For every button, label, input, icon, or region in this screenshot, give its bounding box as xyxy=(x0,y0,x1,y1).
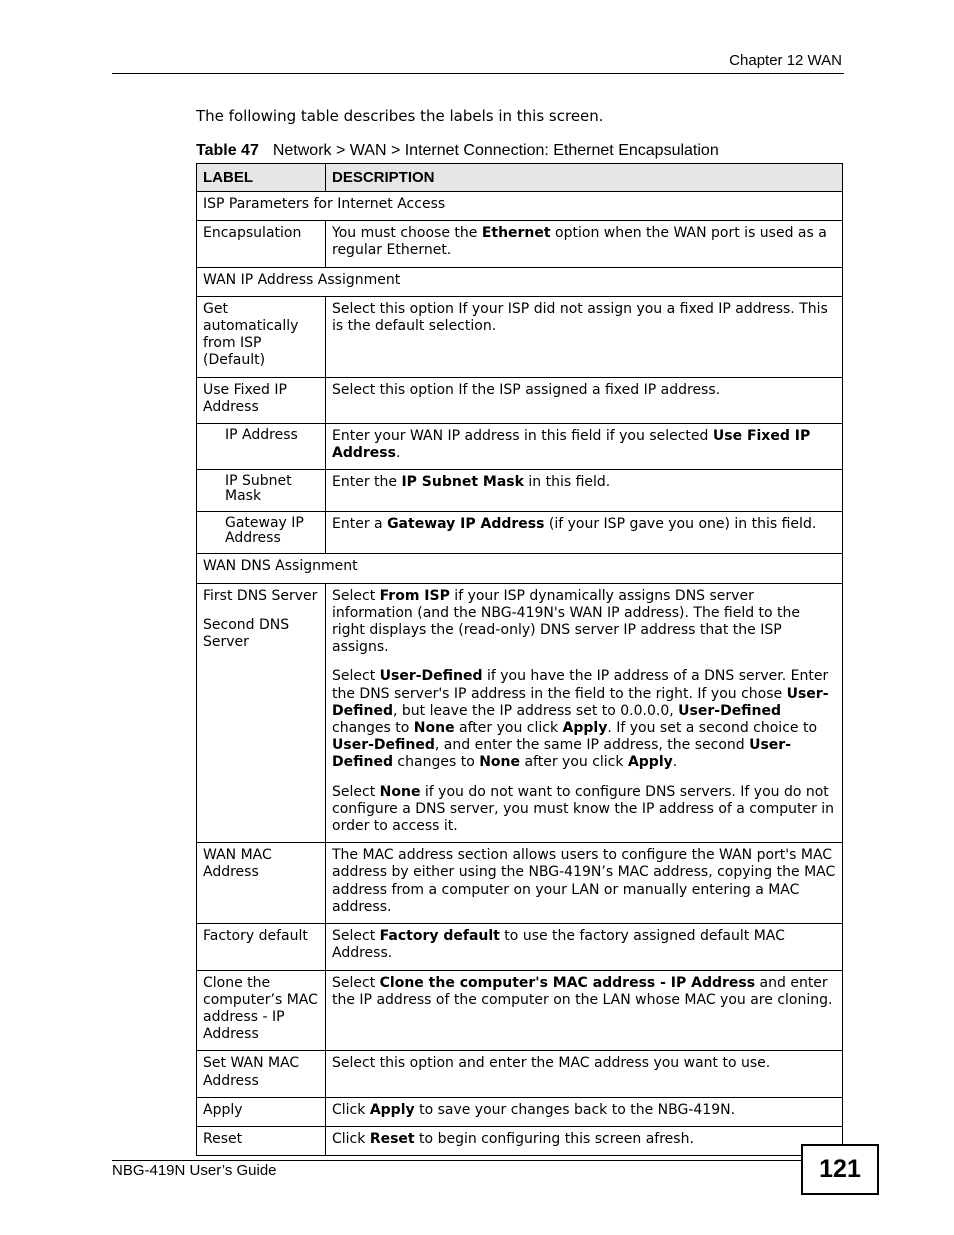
section-title: WAN IP Address Assignment xyxy=(197,267,843,296)
bold-term: From ISP xyxy=(379,587,450,604)
text-run: Select this option and enter the MAC address you want to use. xyxy=(332,1055,771,1072)
description-paragraph xyxy=(332,928,836,962)
row-label: IP Subnet Mask xyxy=(197,470,326,512)
page-number: 121 xyxy=(801,1144,879,1195)
bold-term: Gateway IP Address xyxy=(387,516,545,533)
guide-title: NBG-419N User’s Guide xyxy=(112,1162,277,1179)
table-body xyxy=(197,192,843,1156)
row-description xyxy=(326,924,843,970)
table-row xyxy=(197,296,843,377)
text-run: , and enter the same IP address, the second xyxy=(434,737,750,754)
text-run: if you have the IP address of a DNS server. Enter the DNS server's IP address in the field to the right. If you chose xyxy=(332,668,829,702)
row-label: WAN MAC Address xyxy=(197,843,326,924)
row-label: Gateway IP Address xyxy=(197,512,326,554)
text-run: and enter the IP address of the computer on the LAN whose MAC you are cloning. xyxy=(332,974,833,1008)
table-row xyxy=(197,1097,843,1126)
bold-term: User-Defined xyxy=(332,685,829,719)
bold-term: None xyxy=(379,783,421,800)
row-description xyxy=(326,221,843,267)
table-row xyxy=(197,424,843,470)
description-paragraph xyxy=(332,668,836,771)
row-label: Use Fixed IP Address xyxy=(197,377,326,423)
bold-term: Reset xyxy=(369,1130,415,1147)
column-header-label: LABEL xyxy=(197,164,326,192)
text-run: , but leave the IP address set to 0.0.0.0, xyxy=(392,702,679,719)
text-run: to use the factory assigned default MAC Address. xyxy=(332,928,785,962)
text-run: Enter the xyxy=(332,474,402,491)
row-label: Get automatically from ISP (Default) xyxy=(197,296,326,377)
text-run: Select xyxy=(332,783,380,800)
bold-term: None xyxy=(479,754,521,771)
description-paragraph xyxy=(332,784,836,836)
description-paragraph xyxy=(332,588,836,657)
row-description xyxy=(326,512,843,554)
description-paragraph xyxy=(332,1102,836,1119)
text-run: Click xyxy=(332,1130,370,1147)
description-paragraph xyxy=(332,428,836,462)
row-description xyxy=(326,583,843,843)
section-row xyxy=(197,267,843,296)
table-row xyxy=(197,1051,843,1097)
row-description xyxy=(326,470,843,512)
footer-rule xyxy=(112,1160,802,1161)
table-title: Network > WAN > Internet Connection: Ethernet Encapsulation xyxy=(272,142,719,159)
row-description xyxy=(326,296,843,377)
text-run: if your ISP dynamically assigns DNS server information (and the NBG-419N's WAN IP address). The field to the right displays the (read-only) DNS server IP address that the ISP assigns. xyxy=(332,587,801,656)
chapter-header: Chapter 12 WAN xyxy=(729,52,842,69)
text-run: Click xyxy=(332,1101,370,1118)
row-label: IP Address xyxy=(197,424,326,470)
bold-term: IP Subnet Mask xyxy=(401,474,524,491)
row-label: Clone the computer’s MAC address - IP Address xyxy=(197,970,326,1051)
text-run: . xyxy=(395,445,401,462)
text-run: to begin configuring this screen afresh. xyxy=(414,1130,694,1147)
column-header-description: DESCRIPTION xyxy=(326,164,843,192)
table-row xyxy=(197,970,843,1051)
text-run: option when the WAN port is used as a regular Ethernet. xyxy=(332,225,827,259)
bold-term: User-Defined xyxy=(332,737,792,771)
description-paragraph xyxy=(332,975,836,1009)
text-run: Select this option If your ISP did not assign you a fixed IP address. This is the default selection. xyxy=(332,300,828,335)
table-row xyxy=(197,221,843,267)
table-number: Table 47 xyxy=(196,142,259,159)
description-paragraph xyxy=(332,382,836,399)
text-run: Enter your WAN IP address in this field if you selected xyxy=(332,428,713,445)
table-row xyxy=(197,512,843,554)
bold-term: User-Defined xyxy=(678,702,782,719)
text-run: Select this option If the ISP assigned a fixed IP address. xyxy=(332,381,721,398)
row-description xyxy=(326,1051,843,1097)
intro-text: The following table describes the labels in this screen. xyxy=(196,107,604,125)
row-label-line: First DNS Server xyxy=(203,587,318,604)
text-run: in this field. xyxy=(523,474,611,491)
row-label: Apply xyxy=(197,1097,326,1126)
bold-term: None xyxy=(413,720,455,737)
table-caption xyxy=(196,142,719,160)
text-run: (if your ISP gave you one) in this field. xyxy=(544,516,817,533)
bold-term: Clone the computer's MAC address - IP Address xyxy=(379,974,756,991)
text-run: after you click xyxy=(454,720,563,737)
bold-term: Apply xyxy=(369,1101,415,1118)
text-run: changes to xyxy=(392,754,480,771)
row-label xyxy=(197,583,326,843)
label-description-table xyxy=(196,163,843,1156)
row-label: Set WAN MAC Address xyxy=(197,1051,326,1097)
section-row xyxy=(197,554,843,583)
row-description xyxy=(326,843,843,924)
bold-term: Apply xyxy=(562,720,608,737)
bold-term: Ethernet xyxy=(481,225,551,242)
table-header-row xyxy=(197,164,843,192)
row-description xyxy=(326,377,843,423)
text-run: after you click xyxy=(520,754,628,771)
row-label-line: Second DNS Server xyxy=(203,616,290,651)
bold-term: Apply xyxy=(627,754,673,771)
text-run: Enter a xyxy=(332,516,388,533)
table-row xyxy=(197,583,843,843)
text-run: The MAC address section allows users to configure the WAN port's MAC address by either using the NBG-419N’s MAC address, copying the MAC address from a computer on your LAN or manually entering a MAC address. xyxy=(332,847,836,915)
bold-term: Factory default xyxy=(379,928,500,945)
section-title: WAN DNS Assignment xyxy=(197,554,843,583)
section-row xyxy=(197,192,843,221)
text-run: Select xyxy=(332,668,380,685)
row-label: Factory default xyxy=(197,924,326,970)
section-title: ISP Parameters for Internet Access xyxy=(197,192,843,221)
text-run: Select xyxy=(332,928,380,945)
table-row xyxy=(197,924,843,970)
text-run: changes to xyxy=(332,720,414,737)
description-paragraph xyxy=(332,301,836,335)
table-row xyxy=(197,843,843,924)
table-row xyxy=(197,377,843,423)
header-rule xyxy=(112,73,844,74)
description-paragraph xyxy=(332,1131,836,1148)
text-run: if you do not want to configure DNS servers. If you do not configure a DNS server, you must know the IP address of a computer in order to access it. xyxy=(332,783,835,835)
text-run: . xyxy=(672,754,678,771)
description-paragraph xyxy=(332,516,836,533)
table-row xyxy=(197,470,843,512)
bold-term: Use Fixed IP Address xyxy=(332,428,811,462)
row-description xyxy=(326,970,843,1051)
row-description xyxy=(326,1126,843,1155)
text-run: You must choose the xyxy=(332,225,482,242)
row-label: Encapsulation xyxy=(197,221,326,267)
description-paragraph xyxy=(332,474,836,491)
row-description xyxy=(326,424,843,470)
text-run: to save your changes back to the NBG-419N. xyxy=(414,1101,736,1118)
bold-term: User-Defined xyxy=(379,668,483,685)
text-run: Select xyxy=(332,974,380,991)
row-description xyxy=(326,1097,843,1126)
description-paragraph xyxy=(332,225,836,259)
table-row xyxy=(197,1126,843,1155)
text-run: Select xyxy=(332,587,380,604)
description-paragraph xyxy=(332,847,836,916)
row-label: Reset xyxy=(197,1126,326,1155)
text-run: . If you set a second choice to xyxy=(607,720,818,737)
bold-term: User-Defined xyxy=(332,737,435,754)
description-paragraph xyxy=(332,1055,836,1072)
